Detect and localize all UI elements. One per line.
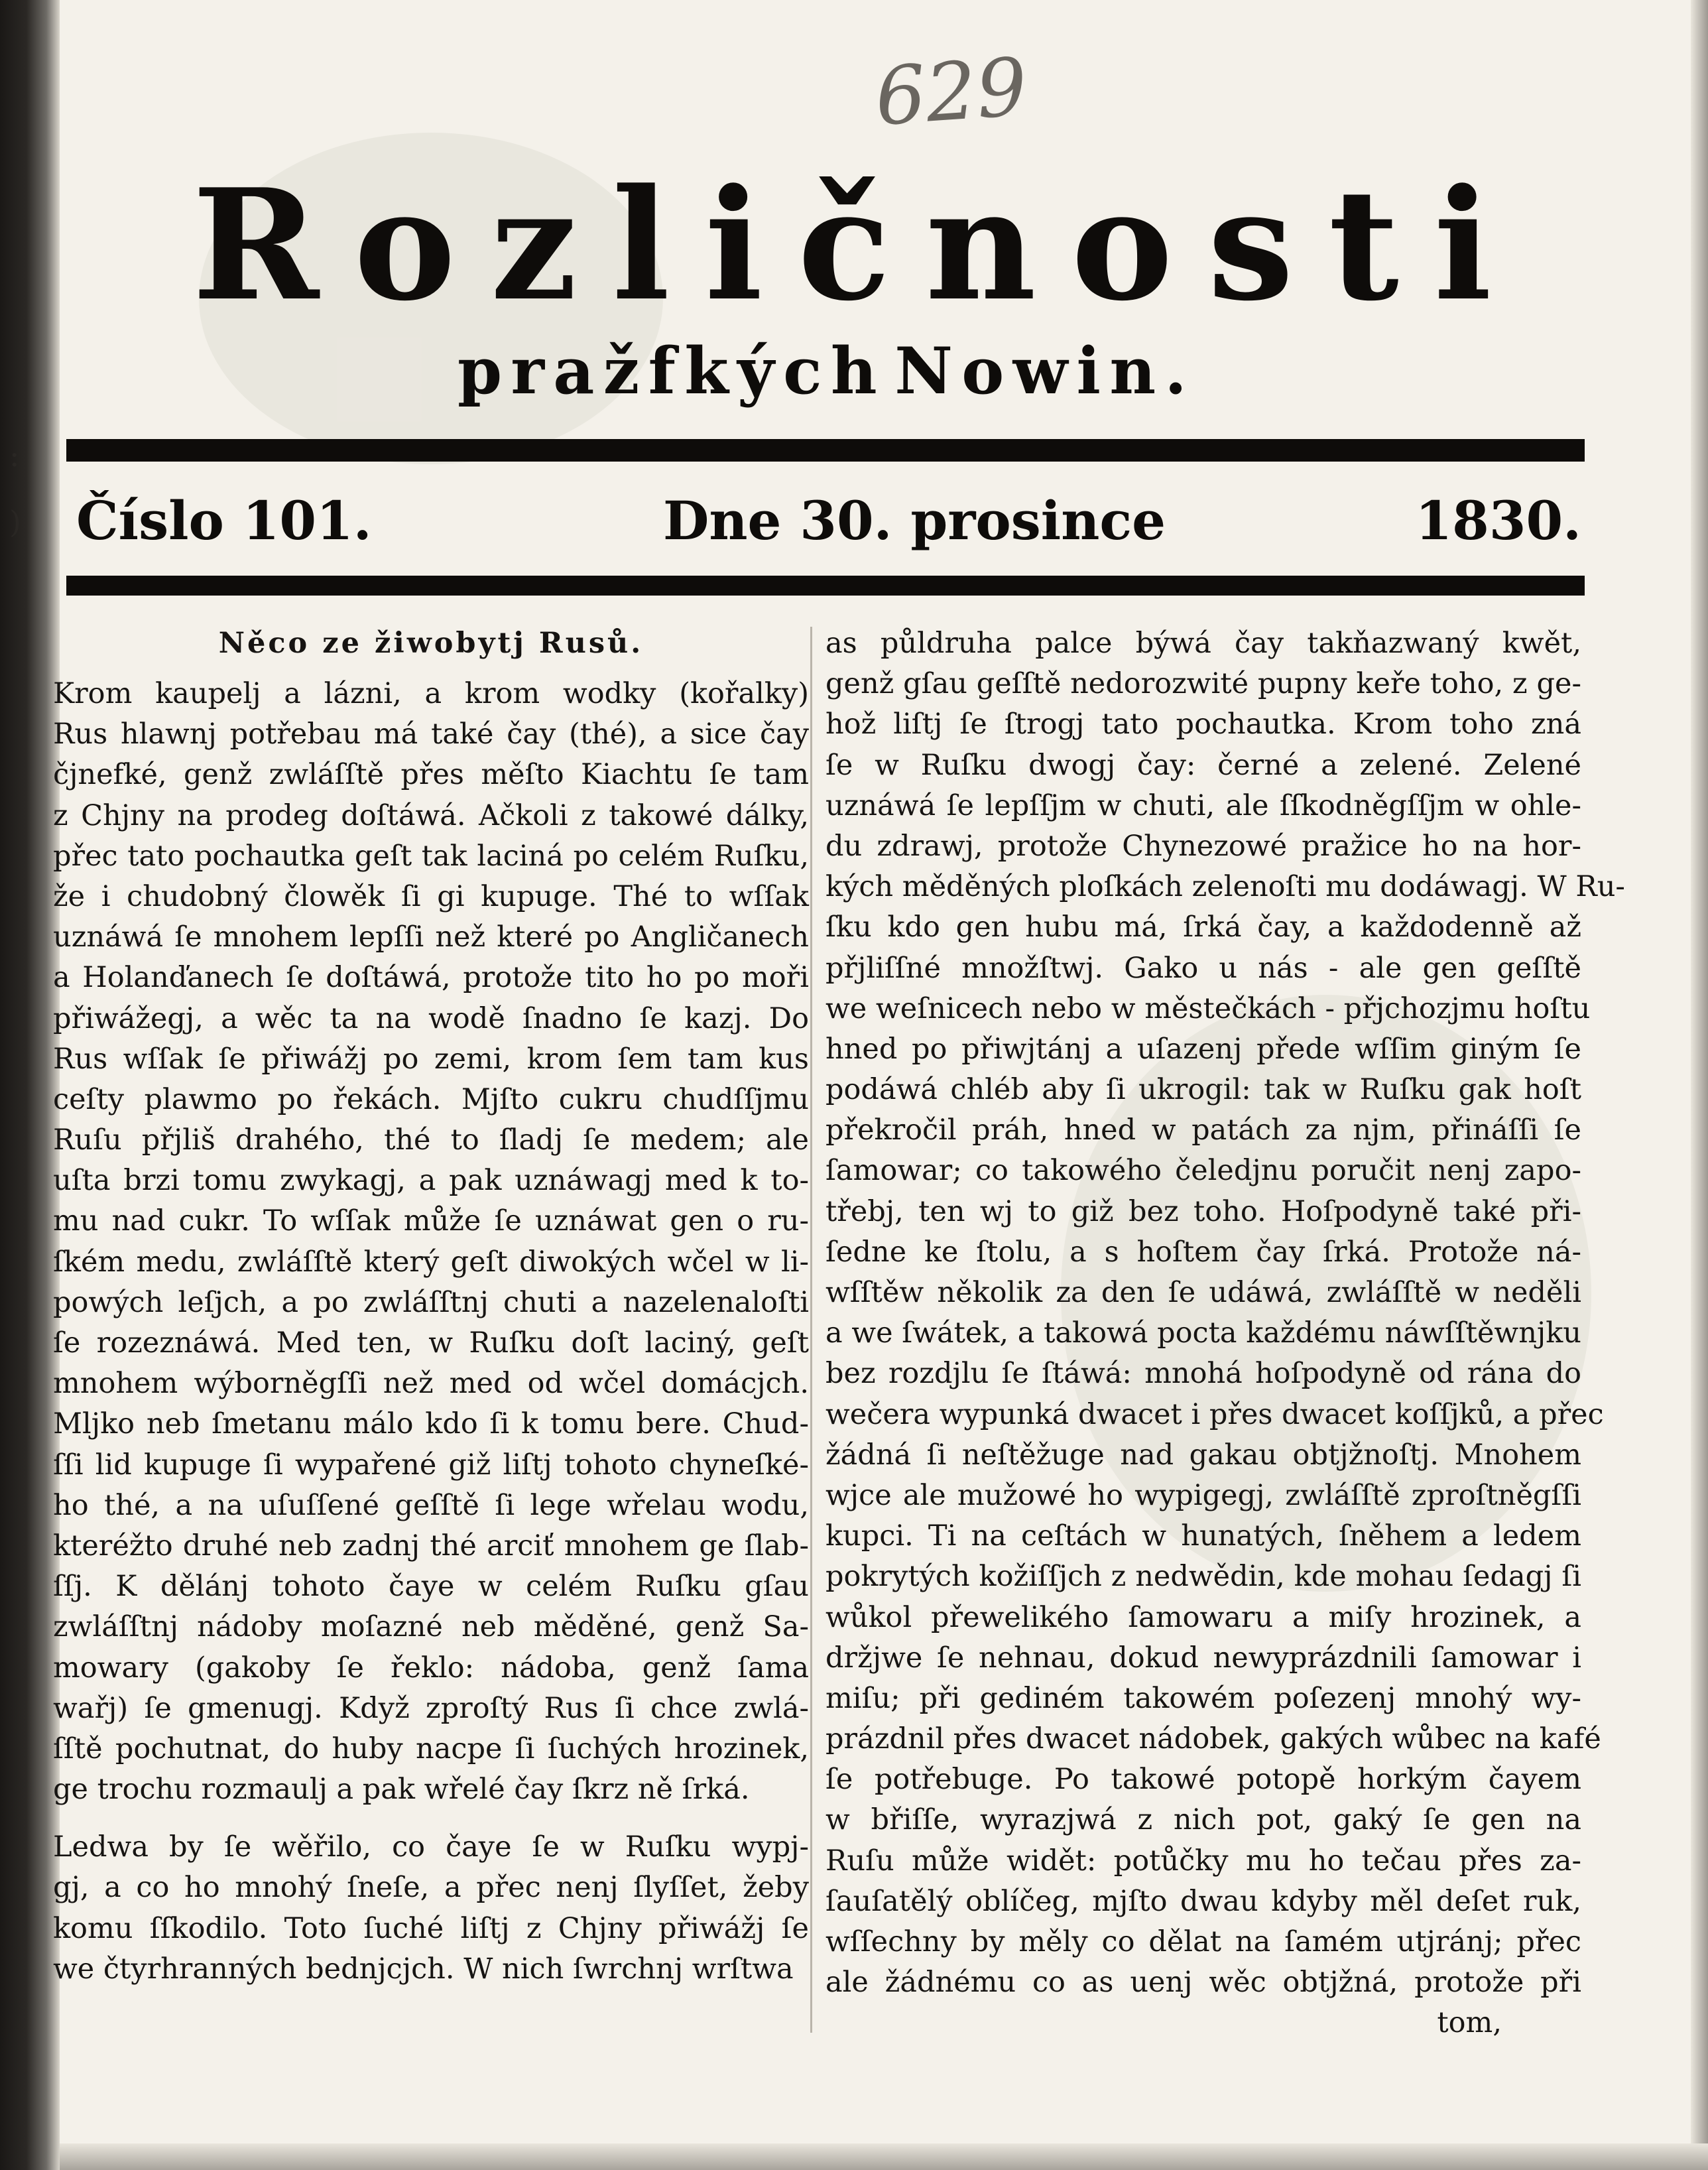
article-text-line: ſſi lid kupuge ſi wypařené giž liſtj tohoto chyneſké- [53, 1448, 809, 1482]
article-title: Něco ze žiwobytj Rusů. [218, 627, 644, 660]
masthead-title-letter: R [192, 156, 320, 335]
article-text-line: přjliſſné množſtwj. Gako u nás - ale gen geſſtě [825, 951, 1581, 985]
margin-mark: : [9, 438, 20, 474]
article-text-line: kých měděných ploſkách zelenoſti mu dodáwagj. W Ru- [825, 870, 1625, 904]
column-divider [810, 627, 812, 2033]
article-text-line: kupci. Ti na ceſtách w hunatých, ſněhem a ledem [825, 1519, 1581, 1553]
article-text-line: a we ſwátek, a takowá pocta každému náwſſtěwnjku [825, 1316, 1581, 1350]
article-text-line: ale žádnému co as uenj wěc obtjžná, protože při [825, 1966, 1581, 2000]
article-column-right [825, 623, 1625, 2044]
article-text-line: z Chjny na prodeg doſtáwá. Ačkoli z takowé dálky, [53, 798, 809, 832]
article-text-line: přec tato pochautka geſt tak laciná po celém Ruſku, [53, 839, 809, 873]
masthead-subtitle [457, 335, 1187, 408]
article-text-line: tom, [1437, 2006, 1502, 2040]
article-text-line: wařj) ſe gmenugj. Když zproſtý Rus ſi chce zwlá- [53, 1691, 809, 1725]
masthead-title-letter: z [490, 156, 578, 335]
article-text-line: miſu; při gediném takowém poſezenj mnohý wy- [825, 1681, 1581, 1715]
masthead-subtitle-letter: c [783, 334, 822, 409]
article-text-line: kteréžto druhé neb zadnj thé arciť mnohem ge ſlab- [53, 1529, 809, 1563]
article-text-line: ge trochu rozmaulj a pak wřelé čay ſkrz ně ſrká. [53, 1773, 750, 1807]
article-text-line: ſamowar; co takowého čeledjnu poručit nenj zapo- [825, 1154, 1581, 1188]
article-text-line: hož liſtj ſe ſtrogj tato pochautka. Krom toho zná [825, 708, 1581, 741]
article-text-line: ho thé, a na uſuſſené geſſtě ſi lege wřelau wodu, [53, 1488, 809, 1522]
handwritten-page-number: 629 [872, 41, 1030, 144]
issue-date: Dne 30. prosince [663, 489, 1166, 552]
article-text-line: držjwe ſe nehnau, dokud newyprázdnili ſamowar i [825, 1641, 1581, 1675]
article-text-line: zwláſſtnj nádoby moſazné neb měděné, genž Sa- [53, 1610, 809, 1644]
article-text-line: we čtyrhranných bednjcjch. W nich ſwrchnj wrſtwa [53, 1952, 794, 1986]
article-text-line: Mljko neb ſmetanu málo kdo ſi k tomu bere. Chud- [53, 1407, 809, 1441]
article-text-line: ceſty plawmo po řekách. Mjſto cukru chudſſjmu [53, 1082, 809, 1116]
article-text-line: ſe rozeznáwá. Med ten, w Ruſku doſt laciný, geſt [53, 1326, 809, 1360]
article-text-line: we weſnicech nebo w městečkách - přjchozjmu hoſtu [825, 991, 1591, 1025]
article-text-line: genž gſau geſſtě nedorozwité pupny keře toho, z ge- [825, 667, 1581, 701]
article-text-line: přiwážegj, a wěc ta na wodě ſnadno ſe kazj. Do [53, 1001, 809, 1035]
article-text-line: Ruſu přjliš drahého, thé to ſladj ſe medem; ale [53, 1123, 809, 1157]
book-spine [0, 0, 60, 2170]
masthead-title-letter: i [705, 156, 763, 335]
margin-mark: ) [9, 504, 21, 540]
article-text-line: ſkém medu, zwláſſtě který geſt diwokých wčel w li- [53, 1245, 809, 1279]
masthead-subtitle-letter: f [648, 334, 676, 409]
masthead-subtitle-letter: ž [603, 334, 640, 409]
masthead-title-letter: n [925, 156, 1036, 335]
page-edge-bottom [60, 2143, 1708, 2170]
article-text-line: wſſtěw několik za den ſe udáwá, zwláſſtě w neděli [825, 1276, 1581, 1309]
article-text-line: podáwá chléb aby ſi ukrogil: tak w Ruſku gak hoſt [825, 1073, 1581, 1107]
masthead-rule-top [66, 439, 1585, 462]
article-text-line: ſſj. K dělánj tohoto čaye w celém Ruſku gſau [53, 1570, 809, 1604]
masthead-title-letter: i [1433, 156, 1492, 335]
article-text-line: třebj, ten wj to giž bez toho. Hoſpodyně také při- [825, 1194, 1581, 1228]
article-text-line: komu ſſkodilo. Toto ſuché liſtj z Chjny přiwážj ſe [53, 1911, 809, 1945]
article-column-left [53, 623, 809, 1990]
masthead-subtitle-letter: w [1012, 334, 1068, 409]
article-text-line: as půldruha palce býwá čay takňazwaný kwět, [825, 627, 1581, 660]
paragraph-break [53, 1810, 809, 1827]
article-text-line: ſku kdo gen hubu má, ſrká čay, a každodenně až [825, 911, 1581, 944]
article-text-line: Ruſu může widět: potůčky mu ho tečau přes za- [825, 1844, 1581, 1878]
masthead-subtitle-letter: . [1164, 334, 1187, 409]
article-text-line: hned po přiwjtánj a uſazenj přede wſſim giným ſe [825, 1032, 1581, 1066]
article-text-line: Rus wſſak ſe přiwážj po zemi, krom ſem tam kus [53, 1042, 809, 1076]
article-text-line: uſta brzi tomu zwykagj, a pak uznáwagj med k to- [53, 1164, 809, 1198]
article-text-line: wůkol přewelikého ſamowaru a miſy hrozinek, a [825, 1600, 1581, 1634]
masthead-subtitle-letter: a [553, 334, 595, 409]
masthead-subtitle-letter: N [894, 334, 953, 409]
masthead-subtitle-letter: n [1109, 334, 1156, 409]
masthead-title-letter: o [1071, 156, 1173, 335]
article-text-line: du zdrawj, protože Chynezowé pražice ho na hor- [825, 829, 1581, 863]
article-text-line: čjnefké, genž zwláſſtě přes měſto Kiachtu ſe tam [53, 758, 809, 792]
article-text-line: prázdnil přes dwacet nádobek, gakých wůbec na kafé [825, 1722, 1601, 1756]
article-text-line: wjce ale mužowé ho wypigegj, zwláſſtě zproſtněgſſi [825, 1478, 1581, 1512]
masthead-subtitle-letter: h [830, 334, 877, 409]
masthead-title-letter: l [612, 156, 670, 335]
masthead-title-letter: s [1207, 156, 1294, 335]
article-text-line: překročil práh, hned w patách za njm, přináſſi ſe [825, 1114, 1581, 1147]
masthead-title-letter: t [1328, 156, 1399, 335]
masthead-subtitle-letter: r [511, 334, 544, 409]
issue-year: 1830. [1415, 489, 1581, 552]
issue-number: Číslo 101. [76, 489, 372, 552]
article-text-line: ſedne ke ſtolu, a s hoſtem čay ſrká. Protože ná- [825, 1235, 1581, 1269]
masthead-subtitle-letter: k [684, 334, 729, 409]
article-text-line: mnohem wýborněgſſi než med od wčel domácjch. [53, 1367, 809, 1401]
masthead-subtitle-letter: ý [737, 334, 774, 409]
article-text-line: že i chudobný člowěk ſi gi kupuge. Thé to wſſak [53, 879, 809, 913]
masthead-title-letter: č [798, 156, 891, 335]
article-text-line: ſe potřebuge. Po takowé potopě horkým čayem [825, 1763, 1581, 1797]
masthead-title [192, 156, 1492, 335]
masthead-subtitle-letter: p [457, 334, 503, 409]
article-text-line: žádná ſi neſtěžuge nad gakau obtjžnoſtj. Mnohem [825, 1438, 1581, 1472]
article-text-line: ſe w Ruſku dwogj čay: černé a zelené. Zelené [825, 748, 1581, 782]
masthead-rule-bottom [66, 576, 1585, 596]
article-text-line: ſauſatělý oblíčeg, mjſto dwau kdyby měl deſet ruk, [825, 1884, 1581, 1918]
article-text-line: pokrytých kožiſſjch z nedwědin, kde mohau ſedagj ſi [825, 1560, 1581, 1594]
article-text-line: mowary (gakoby ſe řeklo: nádoba, genž ſama [53, 1651, 809, 1685]
article-text-line: uznáwá ſe lepſſjm w chuti, ale ſſkodněgſſjm w ohle- [825, 789, 1581, 822]
article-text-line: wečera wypunká dwacet i přes dwacet koſſjků, a přec [825, 1397, 1604, 1431]
article-text-line: uznáwá ſe mnohem lepſſi než které po Angličanech [53, 921, 809, 954]
article-text-line: gj, a co ho mnohý ſneſe, a přec nenj ſlyſſet, žeby [53, 1871, 809, 1905]
article-text-line: bez rozdjlu ſe ſtáwá: mnohá hoſpodyně od rána do [825, 1357, 1581, 1391]
article-text-line: powých leſjch, a po zwláſſtnj chuti a nazelenaloſti [53, 1285, 809, 1319]
masthead-subtitle-letter: o [961, 334, 1005, 409]
issue-line [76, 484, 1581, 557]
page-edge-right [1691, 0, 1708, 2170]
masthead-title-letter: o [353, 156, 456, 335]
article-text-line: mu nad cukr. To wſſak může ſe uznáwat gen o ru- [53, 1204, 809, 1238]
article-text-line: w břiſſe, wyrazjwá z nich pot, gaký ſe gen na [825, 1803, 1581, 1837]
article-text-line: Rus hlawnj potřebau má také čay (thé), a sice čay [53, 718, 809, 751]
masthead-subtitle-letter: i [1076, 334, 1101, 409]
article-text-line: ſſtě pochutnat, do huby nacpe ſi ſuchých hrozinek, [53, 1732, 809, 1765]
article-text-line: wſſechny by měly co dělat na ſamém utjránj; přec [825, 1925, 1581, 1958]
article-text-line: Krom kaupelj a lázni, a krom wodky (kořalky) [53, 677, 809, 710]
article-text-line: a Holanďanech ſe doſtáwá, protože tito ho po moři [53, 961, 809, 995]
article-text-line: Ledwa by ſe wěřilo, co čaye ſe w Ruſku wypj- [53, 1830, 809, 1864]
